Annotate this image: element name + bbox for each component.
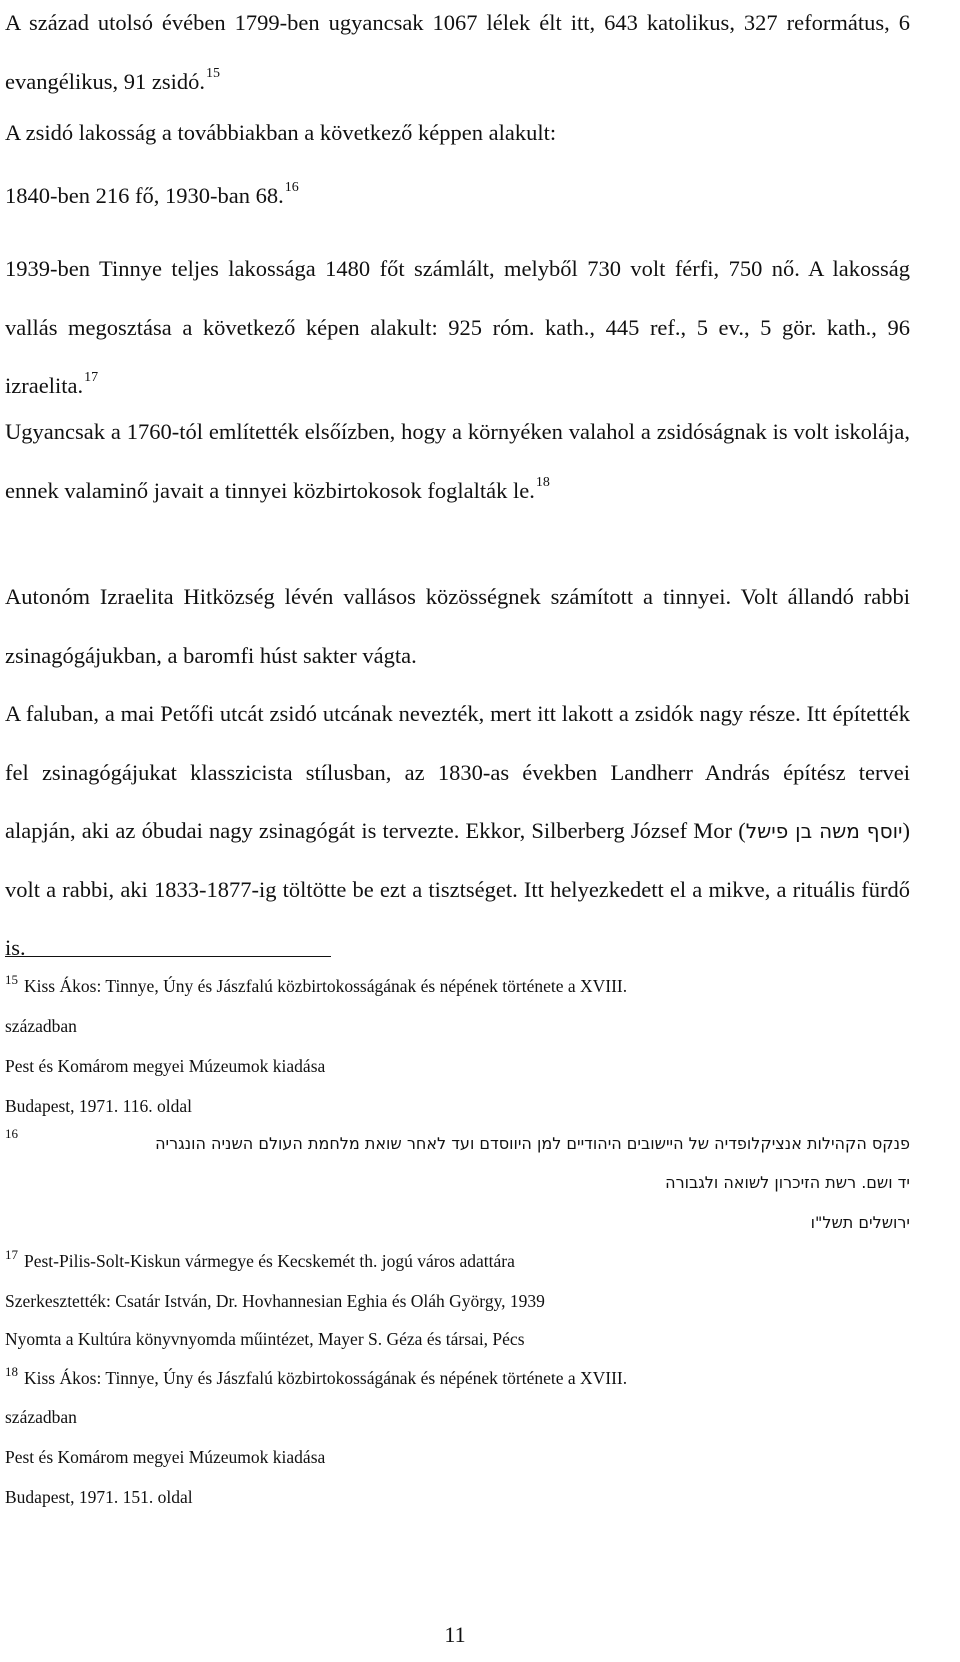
- paragraph-4: 1939-ben Tinnye teljes lakossága 1480 főt számlált, melyből 730 volt férfi, 750 nő. A lakosság vallás megosztása a következő képen alakult: 925 róm. kath., 445 ref., 5 ev., 5 gör. kath., 96 izraelita.$^{17}$: [5, 256, 910, 398]
- footnote-separator: [5, 956, 331, 957]
- footnote-number-16: 16: [5, 1126, 18, 1141]
- footnote-number-17: 17: [5, 1247, 18, 1262]
- footnote-number-18: 18: [5, 1364, 18, 1379]
- paragraph-5: Ugyancsak a 1760-tól említették elsőízben, hogy a környéken valahol a zsidóságnak is volt iskolája, ennek valaminő javait a tinnyei közbirtokosok foglalták le.$^{18}$: [5, 419, 910, 503]
- footnote-ref-18: 18: [535, 474, 550, 490]
- footnote-18-line-3: Pest és Komárom megyei Múzeumok kiadása: [5, 1447, 326, 1467]
- paragraph-7: A faluban, a mai Petőfi utcát zsidó utcának nevezték, mert itt lakott a zsidók nagy része. Itt építették fel zsinagógájukat klasszicista stílusban, az 1830-as években Landherr András építész tervei alapján, aki az óbudai nagy zsinagógát is tervezte. Ekkor, Silberberg József Mor (יוסף משה בן פישל) volt a rabbi, aki 1833-1877-ig töltötte be ezt a tisztséget. Itt helyezkedett el a mikve, a rituális fürdő is.: [5, 701, 910, 960]
- paragraph-3: 1840-ben 216 fő, 1930-ban 68.16: [5, 180, 299, 208]
- footnote-15-line-4: Budapest, 1971. 116. oldal: [5, 1096, 192, 1116]
- footnote-ref-16: 16: [284, 180, 299, 195]
- footnote-16-line-1: פנקס הקהילות אנציקלופדיה של היישובים היהודיים למן היווסדם ועד לאחר שואת מלחמת העולם השניה הונגריה: [155, 1134, 910, 1153]
- page-number: 11: [444, 1622, 466, 1647]
- footnote-17-line-1: $^{17}$ Pest-Pilis-Solt-Kiskun vármegye és Kecskemét th. jogú város adattára: [5, 1247, 515, 1271]
- footnote-number-15: 15: [5, 972, 18, 987]
- footnote-18-line-2: században: [5, 1407, 77, 1427]
- footnote-18-line-1: $^{18}$ Kiss Ákos: Tinnye, Úny és Jászfalú közbirtokosságának és népének története a XVIII.: [5, 1364, 628, 1388]
- paragraph-6: Autonóm Izraelita Hitközség lévén vallásos közösségnek számított a tinnyei. Volt állandó rabbi zsinagógájukban, a baromfi húst sakter vágta.: [5, 584, 910, 668]
- footnote-16-line-3: ירושלים תשל"ו: [810, 1213, 910, 1232]
- footnote-ref-17: 17: [84, 370, 99, 385]
- paragraph-2: A zsidó lakosság a továbbiakban a következő képpen alakult:: [5, 120, 557, 145]
- footnote-16-line-2: יד ושם. רשת הזיכרון לשואה ולגבורה: [665, 1173, 910, 1192]
- footnote-15-line-2: században: [5, 1016, 77, 1036]
- footnote-ref-15: 15: [205, 65, 220, 81]
- hebrew-name: יוסף משה בן פישל: [745, 819, 903, 843]
- footnote-15-line-3: Pest és Komárom megyei Múzeumok kiadása: [5, 1056, 326, 1076]
- footnote-17-line-2: Szerkesztették: Csatár István, Dr. Hovhannesian Eghia és Oláh György, 1939: [5, 1291, 545, 1311]
- footnote-15-line-1: $^{15}$ Kiss Ákos: Tinnye, Úny és Jászfalú közbirtokosságának és népének története a XVIII.: [5, 972, 628, 996]
- paragraph-1: A század utolsó évében 1799-ben ugyancsak 1067 lélek élt itt, 643 katolikus, 327 református, 6 evangélikus, 91 zsidó.$^{15}$: [5, 10, 910, 94]
- footnote-18-line-4: Budapest, 1971. 151. oldal: [5, 1487, 193, 1507]
- footnote-17-line-3: Nyomta a Kultúra könyvnyomda műintézet, Mayer S. Géza és társai, Pécs: [5, 1329, 525, 1349]
